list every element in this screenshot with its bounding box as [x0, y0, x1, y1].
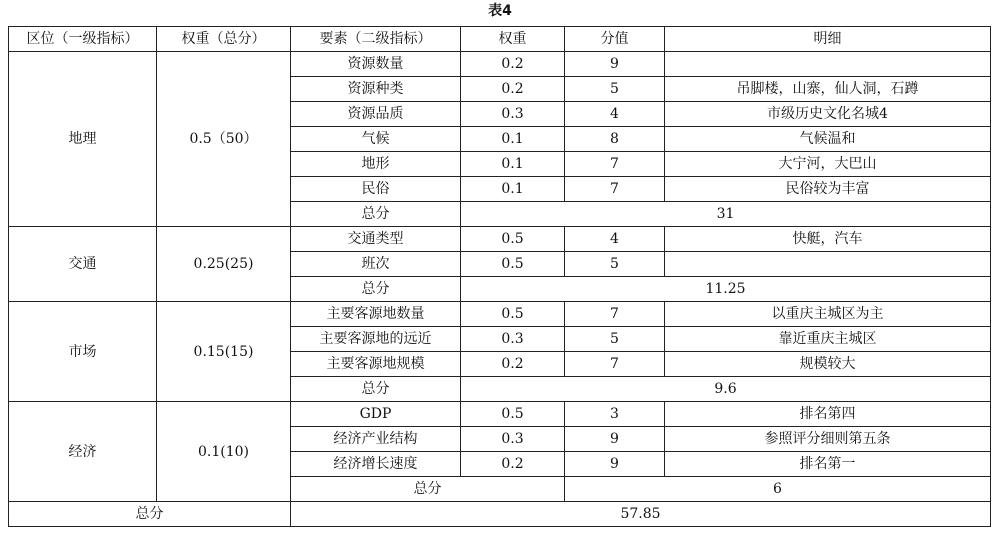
factor-cell: 气候 [291, 127, 461, 152]
weight-cell: 0.5 [461, 402, 565, 427]
score-cell: 3 [565, 402, 665, 427]
detail-cell: 民俗较为丰富 [665, 177, 991, 202]
factor-cell: 主要客源地数量 [291, 302, 461, 327]
detail-cell [665, 252, 991, 277]
factor-cell: 资源种类 [291, 77, 461, 102]
group-weight-cell: 0.15(15) [157, 302, 291, 402]
group-weight-cell: 0.5（50） [157, 52, 291, 227]
detail-cell: 排名第一 [665, 452, 991, 477]
factor-cell: 资源品质 [291, 102, 461, 127]
factor-cell: 交通类型 [291, 227, 461, 252]
total-value: 57.85 [291, 502, 991, 527]
group-name-cell: 地理 [9, 52, 157, 227]
weight-cell: 0.3 [461, 327, 565, 352]
subtotal-value: 6 [565, 477, 991, 502]
table-row [9, 52, 991, 77]
subtotal-value: 9.6 [461, 377, 991, 402]
table-row [9, 227, 991, 252]
detail-cell: 大宁河，大巴山 [665, 152, 991, 177]
score-cell: 9 [565, 427, 665, 452]
table-row [9, 302, 991, 327]
factor-cell: 地形 [291, 152, 461, 177]
subtotal-label: 总分 [291, 377, 461, 402]
subtotal-value: 31 [461, 202, 991, 227]
weight-cell: 0.5 [461, 302, 565, 327]
header-cell: 权重 [461, 27, 565, 52]
factor-cell: 主要客源地的远近 [291, 327, 461, 352]
factor-cell: 资源数量 [291, 52, 461, 77]
subtotal-label: 总分 [291, 277, 461, 302]
detail-cell: 靠近重庆主城区 [665, 327, 991, 352]
weight-cell: 0.3 [461, 427, 565, 452]
weight-cell: 0.2 [461, 77, 565, 102]
subtotal-label: 总分 [291, 477, 565, 502]
header-row [9, 27, 991, 52]
weight-cell: 0.2 [461, 52, 565, 77]
factor-cell: 经济产业结构 [291, 427, 461, 452]
detail-cell: 参照评分细则第五条 [665, 427, 991, 452]
factor-cell: 经济增长速度 [291, 452, 461, 477]
weight-cell: 0.3 [461, 102, 565, 127]
factor-cell: 班次 [291, 252, 461, 277]
table-row [9, 402, 991, 427]
score-cell: 5 [565, 327, 665, 352]
score-cell: 4 [565, 102, 665, 127]
weight-cell: 0.1 [461, 152, 565, 177]
subtotal-label: 总分 [291, 202, 461, 227]
weight-cell: 0.1 [461, 177, 565, 202]
subtotal-value: 11.25 [461, 277, 991, 302]
score-cell: 7 [565, 352, 665, 377]
score-cell: 8 [565, 127, 665, 152]
factor-cell: GDP [291, 402, 461, 427]
header-cell: 要素（二级指标） [291, 27, 461, 52]
group-weight-cell: 0.25(25) [157, 227, 291, 302]
weight-cell: 0.2 [461, 352, 565, 377]
detail-cell: 以重庆主城区为主 [665, 302, 991, 327]
detail-cell: 气候温和 [665, 127, 991, 152]
detail-cell: 市级历史文化名城4 [665, 102, 991, 127]
total-row [9, 502, 991, 527]
weight-cell: 0.5 [461, 227, 565, 252]
group-name-cell: 经济 [9, 402, 157, 502]
detail-cell [665, 52, 991, 77]
group-weight-cell: 0.1(10) [157, 402, 291, 502]
score-cell: 4 [565, 227, 665, 252]
detail-cell: 规模较大 [665, 352, 991, 377]
score-cell: 9 [565, 52, 665, 77]
score-cell: 7 [565, 152, 665, 177]
detail-cell: 快艇，汽车 [665, 227, 991, 252]
score-cell: 5 [565, 77, 665, 102]
score-cell: 5 [565, 252, 665, 277]
header-cell: 分值 [565, 27, 665, 52]
weight-cell: 0.1 [461, 127, 565, 152]
weight-cell: 0.2 [461, 452, 565, 477]
group-name-cell: 市场 [9, 302, 157, 402]
score-cell: 7 [565, 177, 665, 202]
header-cell: 明细 [665, 27, 991, 52]
header-cell: 区位（一级指标） [9, 27, 157, 52]
score-cell: 7 [565, 302, 665, 327]
factor-cell: 民俗 [291, 177, 461, 202]
weight-cell: 0.5 [461, 252, 565, 277]
table-caption: 表4 [488, 3, 512, 19]
detail-cell: 排名第四 [665, 402, 991, 427]
group-name-cell: 交通 [9, 227, 157, 302]
total-label: 总分 [9, 502, 291, 527]
header-cell: 权重（总分） [157, 27, 291, 52]
detail-cell: 吊脚楼，山寨，仙人洞，石蹲 [665, 77, 991, 102]
evaluation-table [8, 26, 991, 527]
factor-cell: 主要客源地规模 [291, 352, 461, 377]
score-cell: 9 [565, 452, 665, 477]
